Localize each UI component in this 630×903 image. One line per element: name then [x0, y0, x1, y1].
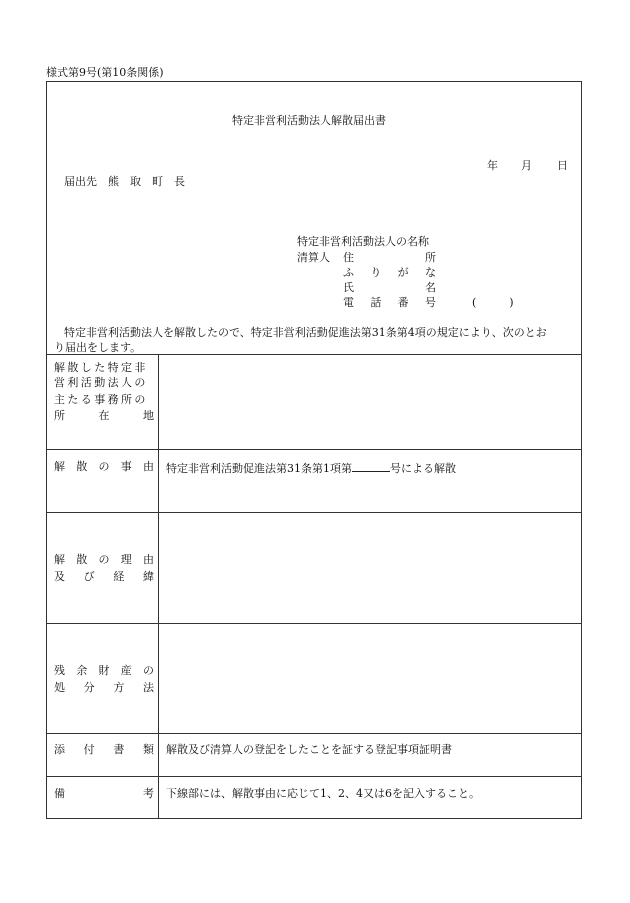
- remarks-value: 下線部には、解散事由に応じて1、2、4又は6を記入すること。: [166, 787, 480, 800]
- phone-label: 電 話 番 号: [343, 296, 436, 309]
- date-month: 月: [521, 159, 532, 172]
- statement-line-1: 特定非営利活動法人を解散したので、特定非営利活動促進法第31条第4項の規定により、次のとお: [64, 326, 547, 339]
- divider-office: [46, 449, 582, 450]
- reason-label: 解 散 の 事 由: [54, 460, 154, 473]
- divider-reason: [46, 512, 582, 513]
- statement-line-2: り届出をします。: [54, 341, 142, 354]
- office-label-line-4: 所 在 地: [54, 409, 154, 422]
- furigana-label: ふ り が な: [343, 266, 436, 279]
- liquidator-label: 清算人: [297, 251, 330, 264]
- office-label-line-2: 営利活動法人の: [54, 376, 148, 389]
- phone-parens: ( ): [472, 296, 514, 309]
- attachments-label: 添 付 書 類: [54, 743, 154, 756]
- address-label: 住 所: [343, 251, 436, 264]
- assets-label-line-1: 残 余 財 産 の: [54, 664, 154, 677]
- addressee: 届出先 熊 取 町 長: [64, 175, 185, 188]
- name-label: 氏 名: [343, 281, 436, 294]
- divider-assets: [46, 733, 582, 734]
- attachments-value: 解散及び清算人の登記をしたことを証する登記事項証明書: [166, 743, 452, 756]
- assets-label-line-2: 処 分 方 法: [54, 681, 154, 694]
- remarks-label: 備 考: [54, 787, 154, 800]
- date-year: 年: [487, 159, 498, 172]
- date-day: 日: [557, 159, 568, 172]
- assets-value-field[interactable]: [160, 625, 580, 731]
- office-label-line-1: 解散した特定非: [54, 361, 148, 374]
- form-title: 特定非営利活動法人解散届出書: [232, 114, 386, 127]
- form-number: 様式第9号(第10条関係): [46, 66, 164, 79]
- cause-label-line-1: 解 散 の 理 由: [54, 553, 154, 566]
- divider-header: [46, 354, 582, 355]
- reason-value: 特定非営利活動促進法第31条第1項第 号による解散: [166, 462, 456, 475]
- divider-attachments: [46, 776, 582, 777]
- item-number-blank[interactable]: [352, 460, 390, 472]
- office-label-line-3: 主たる事務所の: [54, 393, 148, 406]
- org-name-label: 特定非営利活動法人の名称: [297, 235, 429, 248]
- divider-cause: [46, 623, 582, 624]
- label-column-divider: [158, 354, 159, 819]
- cause-value-field[interactable]: [160, 514, 580, 621]
- office-value-field[interactable]: [160, 356, 580, 447]
- cause-label-line-2: 及 び 経 緯: [54, 570, 154, 583]
